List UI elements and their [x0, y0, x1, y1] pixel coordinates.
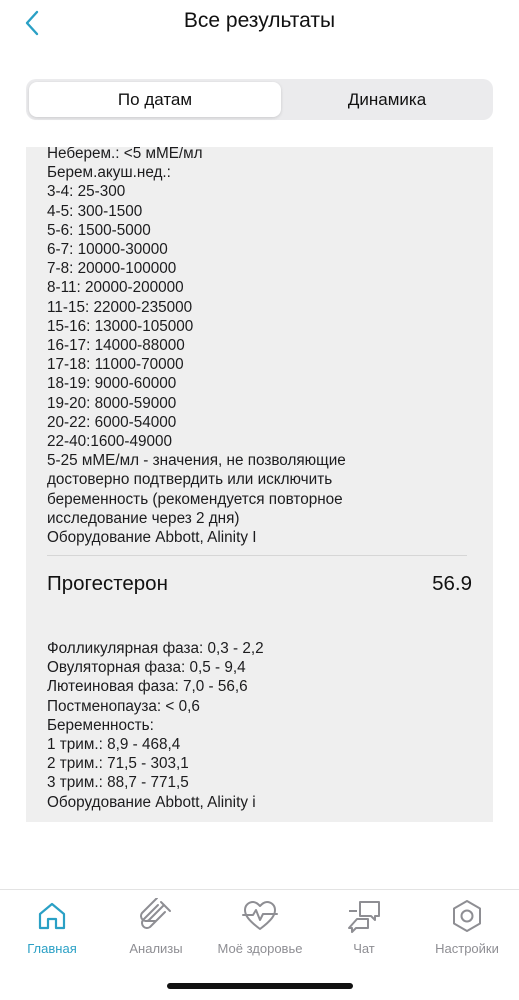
reference-line: Овуляторная фаза: 0,5 - 9,4 — [47, 659, 246, 677]
reference-line: достоверно подтвердить или исключить — [47, 471, 333, 489]
reference-line: 2 трим.: 71,5 - 303,1 — [47, 755, 189, 773]
reference-line: 16-17: 14000-88000 — [47, 337, 185, 355]
test-value: 56.9 — [432, 572, 472, 595]
reference-line: 17-18: 11000-70000 — [47, 356, 184, 374]
reference-line: Беременность: — [47, 716, 154, 734]
nav-label: Настройки — [435, 941, 499, 956]
reference-line: 22-40:1600-49000 — [47, 433, 173, 451]
reference-ranges-progesterone — [47, 639, 264, 812]
reference-line: Неберем.: <5 мМЕ/мл — [47, 147, 203, 162]
test-tube-icon — [138, 898, 174, 934]
reference-line: 1 трим.: 8,9 - 468,4 — [47, 736, 181, 754]
tab-by-dates[interactable]: По датам — [29, 82, 281, 117]
tab-dynamics[interactable]: Динамика — [347, 90, 427, 109]
nav-settings[interactable] — [415, 898, 519, 968]
reference-line: беременность (рекомендуется повторное — [47, 490, 343, 508]
nav-label: Главная — [27, 941, 77, 956]
nav-analyses[interactable] — [104, 898, 208, 968]
divider — [47, 555, 467, 556]
nav-home[interactable] — [0, 898, 104, 968]
heart-pulse-icon — [242, 898, 278, 934]
reference-line: 15-16: 13000-105000 — [47, 317, 194, 335]
nav-label: Анализы — [129, 941, 183, 956]
reference-line: 4-5: 300-1500 — [47, 202, 143, 220]
reference-ranges-hcg — [47, 147, 346, 547]
reference-line: Постменопауза: < 0,6 — [47, 697, 200, 715]
home-indicator[interactable] — [167, 983, 353, 989]
nav-label: Моё здоровье — [217, 941, 303, 956]
nav-chat[interactable] — [312, 898, 416, 968]
reference-line: 18-19: 9000-60000 — [47, 375, 177, 393]
page-title: Все результаты — [183, 9, 336, 32]
reference-line: 8-11: 20000-200000 — [47, 279, 184, 297]
reference-line: исследование через 2 дня) — [47, 509, 240, 527]
nav-my-health[interactable] — [208, 898, 312, 968]
reference-line: 11-15: 22000-235000 — [47, 298, 193, 316]
reference-line: 7-8: 20000-100000 — [47, 260, 177, 278]
reference-line: Берем.акуш.нед.: — [47, 164, 171, 182]
reference-line: 6-7: 10000-30000 — [47, 241, 168, 259]
chat-icon — [346, 898, 382, 934]
reference-line: 19-20: 8000-59000 — [47, 394, 177, 412]
reference-line: 5-25 мМЕ/мл - значения, не позволяющие — [47, 452, 346, 470]
settings-icon — [449, 898, 485, 934]
test-name: Прогестерон — [47, 572, 168, 595]
nav-label: Чат — [353, 941, 375, 956]
home-icon — [34, 898, 70, 934]
reference-line: Оборудование Abbott, Alinity i — [47, 793, 256, 811]
header — [0, 0, 519, 50]
reference-line: Лютеиновая фаза: 7,0 - 56,6 — [47, 678, 248, 696]
results-card — [26, 147, 493, 822]
reference-line: Оборудование Abbott, Alinity I — [47, 529, 257, 547]
reference-line: 3-4: 25-300 — [47, 183, 126, 201]
reference-line: 5-6: 1500-5000 — [47, 221, 151, 239]
view-switcher — [26, 79, 493, 120]
reference-line: 20-22: 6000-54000 — [47, 413, 177, 431]
reference-line: Фолликулярная фаза: 0,3 - 2,2 — [47, 640, 264, 657]
reference-line: 3 трим.: 88,7 - 771,5 — [47, 774, 189, 792]
